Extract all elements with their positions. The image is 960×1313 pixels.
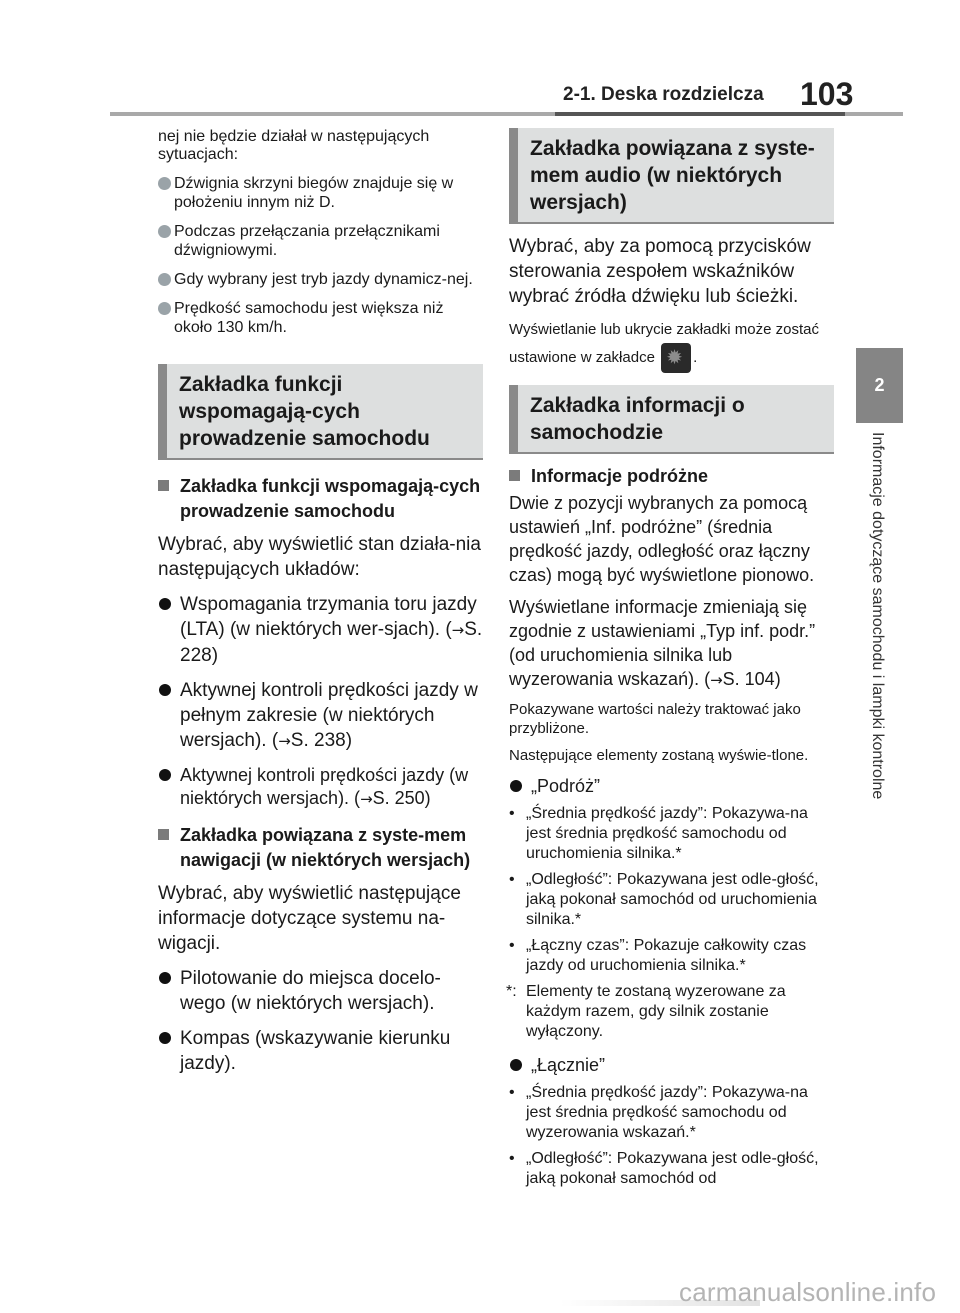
section-title: 2-1. Deska rozdzielcza xyxy=(563,84,764,105)
bullet-icon xyxy=(158,302,171,315)
page-reference[interactable]: S. 250) xyxy=(372,788,431,808)
page-reference[interactable]: S. 104) xyxy=(722,669,781,689)
note-text: Pokazywane wartości należy traktować jako przybliżone. xyxy=(509,701,801,737)
condition-item: Gdy wybrany jest tryb jazdy dynamicz-nej. xyxy=(158,270,483,289)
list-item: Kompas (wskazywanie kierunku jazdy). xyxy=(158,1026,483,1076)
subheading-driver-assist: Zakładka funkcji wspomagają-cych prowadzenie samochodu xyxy=(158,474,483,524)
list-item: Aktywnej kontroli prędkości jazdy w pełnym zakresie (w niektórych wersjach). (→S. 238) xyxy=(158,678,483,754)
list-item: • „Łączny czas”: Pokazuje całkowity czas jazdy od uruchomienia silnika.* xyxy=(509,937,807,974)
paragraph: Dwie z pozycji wybranych za pomocą ustawień „Inf. podróżne” (średnia prędkość jazdy, odległość oraz łączny czas) mogą być wyświetlone pionowo. xyxy=(509,493,815,585)
paragraph: Wyświetlane informacje zmieniają się zgodnie z ustawieniami „Typ inf. podr.” (od uruchomienia silnika lub wyzerowania wskazań). (→S. 104) xyxy=(509,597,816,689)
bullet-icon xyxy=(158,177,171,190)
arrow-icon: → xyxy=(278,732,291,750)
bullet-icon xyxy=(158,225,171,238)
list-item: • „Średnia prędkość jazdy”: Pokazywa-na jest średnia prędkość samochodu od wyzerowania wskazań.* xyxy=(509,1084,808,1141)
bullet-icon xyxy=(159,684,171,696)
list-item: • „Odległość”: Pokazywana jest odle-głość, jaką pokonał samochód od xyxy=(509,1150,819,1187)
intro-text: nej nie będzie działał w następujących sytuacjach: xyxy=(158,128,430,163)
bullet-icon xyxy=(158,273,171,286)
bullet-icon xyxy=(159,972,171,984)
bullet-icon xyxy=(159,598,171,610)
bullet-icon xyxy=(159,1032,171,1044)
left-column xyxy=(158,128,483,1076)
subheading-trip-info: Informacje podróżne xyxy=(509,464,834,489)
header-rule-accent xyxy=(555,112,845,116)
bullet-icon xyxy=(510,780,522,792)
paragraph: Wybrać, aby za pomocą przycisków sterowania zespołem wskaźników wybrać źródła dźwięku lub ścieżki. xyxy=(509,236,811,307)
footnote: *: Elementy te zostaną wyzerowane za każdym razem, gdy silnik zostanie wyłączony. xyxy=(506,983,786,1040)
right-column xyxy=(506,128,834,1189)
list-heading-total: „Łącznie” xyxy=(509,1054,834,1077)
bullet-icon xyxy=(510,1059,522,1071)
section-banner-audio: Zakładka powiązana z syste-mem audio (w niektórych wersjach) xyxy=(509,128,834,224)
note-text: Wyświetlanie lub ukrycie zakładki może zostać ustawione w zakładce ✹ . xyxy=(509,317,834,373)
page-number: 103 xyxy=(800,76,854,112)
chapter-label: Informacje dotyczące samochodu i lampki kontrolne xyxy=(869,432,886,800)
square-bullet-icon xyxy=(158,829,169,840)
arrow-icon: → xyxy=(451,621,465,639)
bullet-icon xyxy=(159,769,171,781)
paragraph: Wybrać, aby wyświetlić stan działa-nia następujących układów: xyxy=(158,534,481,580)
page-reference[interactable]: S. 238) xyxy=(290,730,353,751)
condition-item: Podczas przełączania przełącznikami dźwigniowymi. xyxy=(158,222,483,260)
chapter-tab: 2 xyxy=(856,348,903,423)
square-bullet-icon xyxy=(509,470,520,481)
list-item: Wspomagania trzymania toru jazdy (LTA) (w niektórych wer-sjach). (→S. 228) xyxy=(158,592,483,668)
condition-item: Prędkość samochodu jest większa niż około 130 km/h. xyxy=(158,299,483,337)
list-heading-trip: „Podróż” xyxy=(509,775,834,798)
list-item: Aktywnej kontroli prędkości jazdy (w niektórych wersjach). (→S. 250) xyxy=(158,764,483,811)
subheading-navigation: Zakładka powiązana z syste-mem nawigacji (w niektórych wersjach) xyxy=(158,823,483,873)
paragraph: Wybrać, aby wyświetlić następujące informacje dotyczące systemu na-wigacji. xyxy=(158,883,461,954)
gear-icon xyxy=(661,343,691,373)
note-text: Następujące elementy zostaną wyświe-tlone. xyxy=(509,747,809,764)
arrow-icon: → xyxy=(360,790,373,808)
section-banner-vehicle-info: Zakładka informacji o samochodzie xyxy=(509,385,834,454)
list-item: • „Średnia prędkość jazdy”: Pokazywa-na jest średnia prędkość samochodu od uruchomienia silnika.* xyxy=(509,805,808,862)
page-reference[interactable]: S. 228) xyxy=(180,619,483,666)
arrow-icon: → xyxy=(710,671,723,689)
section-banner-driver-assist: Zakładka funkcji wspomagają-cych prowadzenie samochodu xyxy=(158,364,483,460)
list-item: Pilotowanie do miejsca docelo-wego (w niektórych wersjach). xyxy=(158,966,483,1016)
watermark: carmanualsonline.info xyxy=(679,1277,937,1307)
condition-item: Dźwignia skrzyni biegów znajduje się w położeniu innym niż D. xyxy=(158,174,483,212)
square-bullet-icon xyxy=(158,480,169,491)
list-item: • „Odległość”: Pokazywana jest odle-głość, jaką pokonał samochód od uruchomienia silnika.* xyxy=(509,871,819,928)
